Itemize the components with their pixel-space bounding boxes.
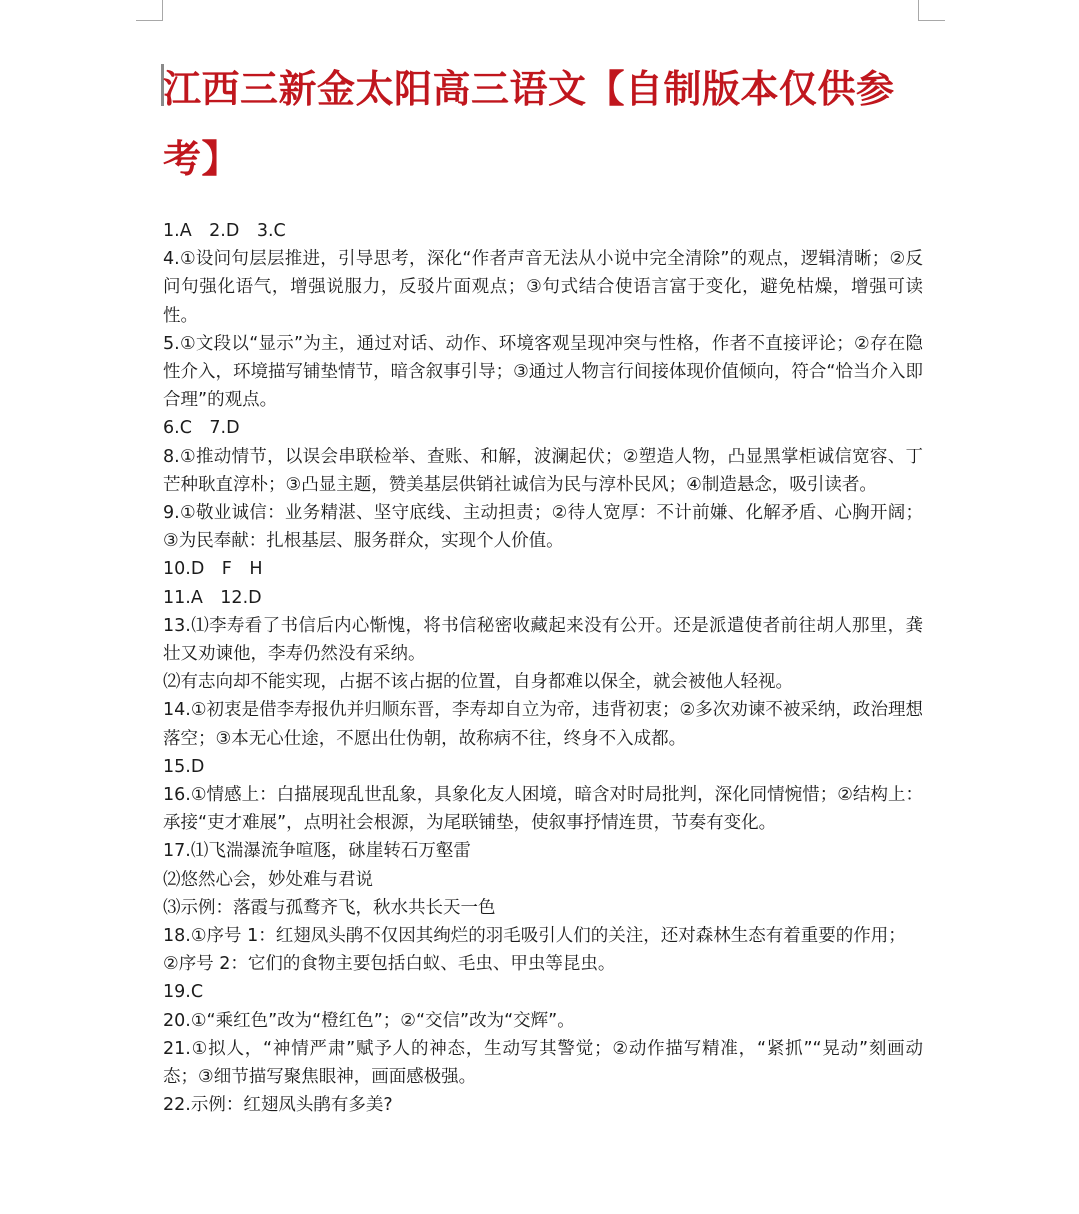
answer-line: 13.⑴李寿看了书信后内心惭愧，将书信秘密收藏起来没有公开。还是派遣使者前往胡人那里，龚壮又劝谏他，李寿仍然没有采纳。 [163, 615, 923, 665]
answer-line: 14.①初衷是借李寿报仇并归顺东晋，李寿却自立为帝，违背初衷；②多次劝谏不被采纳，政治理想落空；③本无心仕途，不愿出仕伪朝，故称病不往，终身不入成都。 [163, 700, 923, 749]
answer-line: 22.示例：红翅凤头鹃有多美? [163, 1095, 393, 1116]
answer-line: 16.①情感上：白描展现乱世乱象，具象化友人困境，暗含对时局批判，深化同情惋惜；②结构上：承接“吏才难展”，点明社会根源，为尾联铺垫，使叙事抒情连贯，节奏有变化。 [163, 785, 923, 834]
answer-line: 10.D F H [163, 559, 263, 580]
answer-line: 9.①敬业诚信：业务精湛、坚守底线、主动担责；②待人宽厚：不计前嫌、化解矛盾、心胸开阔；③为民奉献：扎根基层、服务群众，实现个人价值。 [163, 503, 923, 552]
answer-line: ②序号 2：它们的食物主要包括白蚁、毛虫、甲虫等昆虫。 [163, 954, 616, 975]
answer-line: ⑵有志向却不能实现，占据不该占据的位置，自身都难以保全，就会被他人轻视。 [163, 672, 793, 693]
page-corner-mark-top-right [918, 0, 945, 21]
answer-line: 18.①序号 1：红翅凤头鹃不仅因其绚烂的羽毛吸引人们的关注，还对森林生态有着重要的作用； [163, 926, 906, 947]
answer-line: 11.A 12.D [163, 587, 262, 608]
answer-line: ⑶示例：落霞与孤鹜齐飞，秋水共长天一色 [163, 897, 496, 918]
answer-line: 19.C [163, 982, 204, 1003]
answer-line: 5.①文段以“显示”为主，通过对话、动作、环境客观呈现冲突与性格，作者不直接评论；②存在隐性介入，环境描写铺垫情节，暗含叙事引导；③通过人物言行间接体现价值倾向，符合“恰当介入即合理”的观点。 [163, 333, 923, 411]
answer-line: 21.①拟人，“神情严肃”赋予人的神态，生动写其警觉；②动作描写精准，“紧抓”“晃动”刻画动态；③细节描写聚焦眼神，画面感极强。 [163, 1038, 923, 1088]
answer-list [163, 217, 923, 1120]
document-title: 江西三新金太阳高三语文【自制版本仅供参考】 [163, 67, 895, 181]
page-corner-mark-top-left [136, 0, 163, 21]
answer-line: ⑵悠然心会，妙处难与君说 [163, 869, 373, 890]
answer-line: 6.C 7.D [163, 418, 240, 439]
answer-line: 17.⑴飞湍瀑流争喧豗，砯崖转石万壑雷 [163, 841, 471, 862]
answer-line: 1.A 2.D 3.C [163, 221, 286, 241]
answer-line: 15.D [163, 756, 205, 777]
answer-line: 4.①设问句层层推进，引导思考，深化“作者声音无法从小说中完全清除”的观点，逻辑清晰；②反问句强化语气，增强说服力，反驳片面观点；③句式结合使语言富于变化，避免枯燥，增强可读性。 [163, 249, 923, 326]
answer-line: 8.①推动情节，以误会串联检举、查账、和解，波澜起伏；②塑造人物，凸显黑掌柜诚信宽容、丁芒种耿直淳朴；③凸显主题，赞美基层供销社诚信为民与淳朴民风；④制造悬念，吸引读者。 [163, 446, 923, 495]
answer-line: 20.①“乘红色”改为“橙红色”；②“交信”改为“交辉”。 [163, 1010, 575, 1031]
